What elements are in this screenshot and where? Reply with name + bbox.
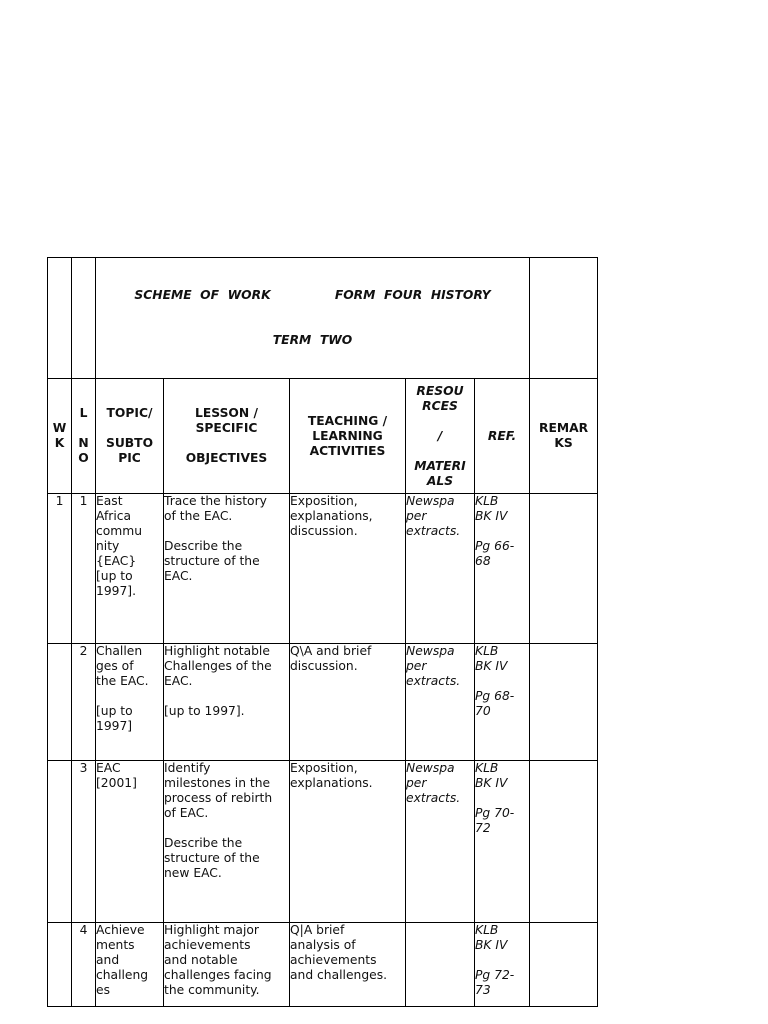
cell-resources	[406, 644, 475, 761]
cell-topic-line: ments	[96, 938, 135, 952]
cell-ref-line: 68	[475, 554, 491, 568]
cell-teaching-line: achievements	[290, 953, 377, 967]
cell-topic	[96, 644, 164, 761]
cell-lesson-line: and notable	[164, 953, 238, 967]
cell-topic	[96, 494, 164, 644]
cell-remarks	[530, 923, 598, 1007]
cell-topic-line	[96, 689, 163, 704]
table-row	[48, 644, 598, 761]
cell-ref	[475, 761, 530, 923]
header-resources-materials: RESOU RCES / MATERI ALS	[406, 379, 475, 494]
cell-lesson-line: achievements	[164, 938, 251, 952]
header-teaching-activities: TEACHING / LEARNING ACTIVITIES	[290, 379, 406, 494]
header-row	[48, 379, 598, 494]
header-lesson-objectives: LESSON / SPECIFIC OBJECTIVES	[164, 379, 290, 494]
cell-teaching-line: explanations.	[290, 776, 373, 790]
cell-lesson-line: structure of the	[164, 851, 260, 865]
cell-lesson-line: challenges facing	[164, 968, 272, 982]
cell-remarks	[530, 761, 598, 923]
cell-topic-line: challeng	[96, 968, 149, 982]
cell-topic-line: ges of	[96, 659, 134, 673]
cell-topic	[96, 761, 164, 923]
cell-lno: 1	[72, 494, 96, 644]
cell-ref	[475, 494, 530, 644]
cell-resources-line: per	[406, 659, 427, 673]
cell-resources-line: extracts.	[406, 524, 461, 538]
cell-wk	[48, 923, 72, 1007]
cell-resources	[406, 923, 475, 1007]
cell-lesson-line: Describe the	[164, 539, 243, 553]
cell-lesson-line	[164, 689, 289, 704]
title-line-2: TERM TWO	[272, 333, 353, 347]
cell-ref-line: 72	[475, 821, 491, 835]
table-row	[48, 761, 598, 923]
cell-teaching-line: discussion.	[290, 524, 358, 538]
header-wk: W K	[48, 379, 72, 494]
cell-topic-line: Achieve	[96, 923, 145, 937]
cell-ref-line: BK IV	[475, 509, 508, 523]
cell-resources-line: Newspa	[406, 644, 455, 658]
cell-ref-line: 70	[475, 704, 491, 718]
cell-topic-line: es	[96, 983, 110, 997]
cell-teaching	[290, 761, 406, 923]
cell-teaching	[290, 923, 406, 1007]
cell-topic-line: {EAC}	[96, 554, 137, 568]
cell-topic-line: [up to	[96, 704, 133, 718]
cell-lesson-line: Highlight major	[164, 923, 259, 937]
header-topic: TOPIC/ SUBTO PIC	[96, 379, 164, 494]
scheme-of-work-table	[47, 257, 598, 1007]
cell-topic-line: Challen	[96, 644, 143, 658]
cell-ref-line	[475, 524, 529, 539]
cell-ref-line	[475, 953, 529, 968]
table-body	[48, 494, 598, 1007]
cell-wk: 1	[48, 494, 72, 644]
cell-lesson-line: Identify	[164, 761, 211, 775]
cell-ref	[475, 923, 530, 1007]
title-spacer-wk	[48, 258, 72, 379]
cell-lesson-line: Challenges of the	[164, 659, 272, 673]
cell-topic-line: [2001]	[96, 776, 137, 790]
cell-lno: 2	[72, 644, 96, 761]
cell-topic-line: nity	[96, 539, 120, 553]
cell-resources-line: Newspa	[406, 761, 455, 775]
cell-resources-line: per	[406, 776, 427, 790]
cell-ref-line	[475, 791, 529, 806]
cell-lesson	[164, 761, 290, 923]
cell-lno: 4	[72, 923, 96, 1007]
cell-teaching-line: explanations,	[290, 509, 373, 523]
cell-resources-line: Newspa	[406, 494, 455, 508]
cell-teaching	[290, 644, 406, 761]
cell-ref-line: Pg 68-	[475, 689, 515, 703]
title-line-1: SCHEME OF WORK FORM FOUR HISTORY	[134, 288, 491, 302]
cell-lesson-line	[164, 821, 289, 836]
cell-lesson-line: Highlight notable	[164, 644, 270, 658]
cell-lesson	[164, 923, 290, 1007]
cell-lesson-line: EAC.	[164, 674, 193, 688]
table-title	[96, 258, 530, 379]
cell-ref	[475, 644, 530, 761]
cell-teaching-line: discussion.	[290, 659, 358, 673]
cell-lesson-line: Trace the history	[164, 494, 267, 508]
title-row	[48, 258, 598, 379]
header-ref: REF.	[475, 379, 530, 494]
cell-topic-line: and	[96, 953, 120, 967]
title-spacer-remarks	[530, 258, 598, 379]
cell-wk	[48, 761, 72, 923]
cell-wk	[48, 644, 72, 761]
cell-ref-line	[475, 674, 529, 689]
cell-lesson-line: milestones in the	[164, 776, 271, 790]
cell-lesson-line: [up to 1997].	[164, 704, 245, 718]
cell-lesson-line	[164, 524, 289, 539]
cell-lesson-line: the community.	[164, 983, 260, 997]
cell-lesson	[164, 494, 290, 644]
cell-resources	[406, 494, 475, 644]
cell-resources-line: extracts.	[406, 674, 461, 688]
cell-lesson-line: structure of the	[164, 554, 260, 568]
table-row	[48, 923, 598, 1007]
cell-teaching-line: analysis of	[290, 938, 356, 952]
cell-topic-line: EAC	[96, 761, 121, 775]
header-lno: L N O	[72, 379, 96, 494]
cell-topic-line: [up to	[96, 569, 133, 583]
cell-topic-line: Africa	[96, 509, 132, 523]
cell-ref-line: BK IV	[475, 659, 508, 673]
cell-teaching-line: and challenges.	[290, 968, 388, 982]
cell-ref-line: Pg 66-	[475, 539, 515, 553]
cell-ref-line: BK IV	[475, 776, 508, 790]
cell-topic-line: the EAC.	[96, 674, 149, 688]
cell-ref-line: Pg 72-	[475, 968, 515, 982]
cell-ref-line: KLB	[475, 761, 499, 775]
cell-lesson-line: EAC.	[164, 569, 193, 583]
title-spacer-lno	[72, 258, 96, 379]
cell-ref-line: KLB	[475, 644, 499, 658]
cell-resources-line: extracts.	[406, 791, 461, 805]
cell-ref-line: KLB	[475, 923, 499, 937]
cell-topic-line: 1997].	[96, 584, 137, 598]
cell-teaching-line: Q\A and brief	[290, 644, 372, 658]
cell-remarks	[530, 644, 598, 761]
table-row	[48, 494, 598, 644]
cell-lno: 3	[72, 761, 96, 923]
cell-ref-line: 73	[475, 983, 491, 997]
cell-teaching-line: Q|A brief	[290, 923, 345, 937]
cell-lesson-line: of the EAC.	[164, 509, 233, 523]
cell-lesson	[164, 644, 290, 761]
cell-topic-line: 1997]	[96, 719, 133, 733]
cell-lesson-line: Describe the	[164, 836, 243, 850]
cell-topic-line: East	[96, 494, 123, 508]
cell-resources-line: per	[406, 509, 427, 523]
cell-topic	[96, 923, 164, 1007]
cell-ref-line: Pg 70-	[475, 806, 515, 820]
cell-lesson-line: new EAC.	[164, 866, 222, 880]
header-remarks: REMAR KS	[530, 379, 598, 494]
cell-ref-line: BK IV	[475, 938, 508, 952]
cell-remarks	[530, 494, 598, 644]
cell-lesson-line: process of rebirth	[164, 791, 273, 805]
cell-topic-line: commu	[96, 524, 143, 538]
cell-teaching-line: Exposition,	[290, 761, 358, 775]
cell-teaching-line: Exposition,	[290, 494, 358, 508]
cell-lesson-line: of EAC.	[164, 806, 209, 820]
cell-ref-line: KLB	[475, 494, 499, 508]
cell-resources	[406, 761, 475, 923]
cell-teaching	[290, 494, 406, 644]
